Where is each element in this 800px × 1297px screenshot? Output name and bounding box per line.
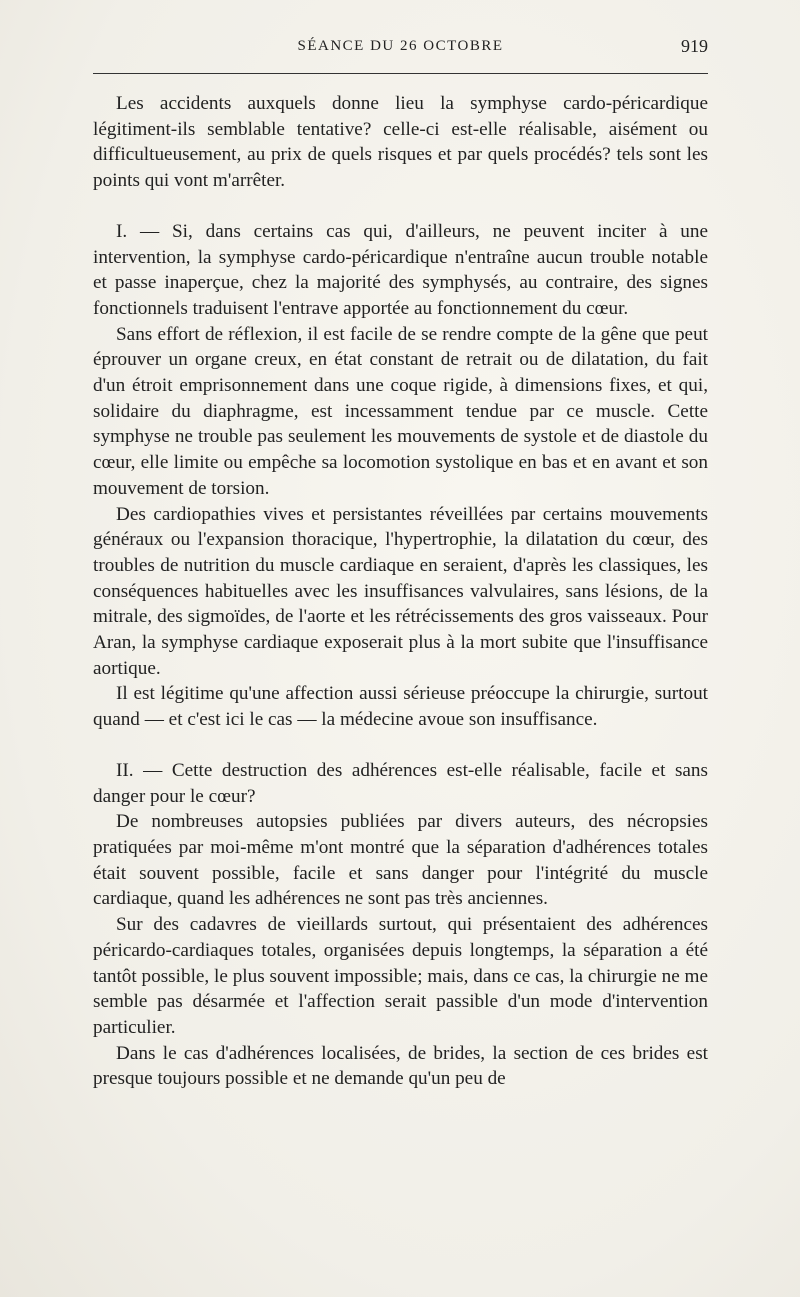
page-header [93, 36, 708, 62]
paragraph-section-i: I. — Si, dans certains cas qui, d'ailleurs, ne peuvent inciter à une intervention, la symphyse cardo-péricardique n'entraîne aucun trouble notable et passe inaperçue, chez la majorité des symphysés, au contraire, des signes fonctionnels traduisent l'entrave apportée au fonctionnement du cœur. [93, 220, 708, 319]
running-head: SÉANCE DU 26 OCTOBRE [297, 38, 504, 54]
paragraph: Dans le cas d'adhérences localisées, de brides, la section de ces brides est presque toujours possible et ne demande qu'un peu de [93, 1042, 708, 1090]
paragraph: Les accidents auxquels donne lieu la symphyse cardo-péricardique légitiment-ils semblable tentative? celle-ci est-elle réalisable, aisément ou difficultueusement, au prix de quels risques et par quels procédés? tels sont les points qui vont m'arrêter. [93, 93, 708, 192]
header-rule [93, 73, 708, 74]
paragraph: Il est légitime qu'une affection aussi sérieuse préoccupe la chirurgie, surtout quand — et c'est ici le cas — la médecine avoue son insuffisance. [93, 683, 708, 731]
page-number: 919 [681, 36, 708, 56]
paragraph-section-ii: II. — Cette destruction des adhérences est-elle réalisable, facile et sans danger pour le cœur? [93, 759, 708, 807]
paragraph: De nombreuses autopsies publiées par divers auteurs, des nécropsies pratiquées par moi-même m'ont montré que la séparation d'adhérences totales était souvent possible, facile et sans danger pour l'intégrité du muscle cardiaque, quand les adhérences ne sont pas très anciennes. [93, 811, 708, 910]
paragraph: Sans effort de réflexion, il est facile de se rendre compte de la gêne que peut éprouver un organe creux, en état constant de retrait ou de dilatation, du fait d'un étroit emprisonnement dans une coque rigide, à dimensions fixes, et qui, solidaire du diaphragme, est incessamment tendue par ce muscle. Cette symphyse ne trouble pas seulement les mouvements de systole et de diastole du cœur, elle limite ou empêche sa locomotion systolique en bas et en avant et son mouvement de torsion. [93, 323, 708, 499]
paragraph: Sur des cadavres de vieillards surtout, qui présentaient des adhérences péricardo-cardiaques totales, organisées depuis longtemps, la séparation a été tantôt possible, le plus souvent impossible; mais, dans ce cas, la chirurgie ne me semble pas désarmée et l'affection serait passible d'un mode d'intervention particulier. [93, 914, 708, 1038]
body-text [93, 91, 708, 1092]
paragraph: Des cardiopathies vives et persistantes réveillées par certains mouvements généraux ou l'expansion thoracique, l'hypertrophie, la dilatation du cœur, des troubles de nutrition du muscle cardiaque en seraient, d'après les classiques, les conséquences habituelles avec les insuffisances valvulaires, sans lésions, de la mitrale, des sigmoïdes, de l'aorte et les rétrécissements des gros vaisseaux. Pour Aran, la symphyse cardiaque exposerait plus à la mort subite que l'insuffisance aortique. [93, 503, 708, 679]
